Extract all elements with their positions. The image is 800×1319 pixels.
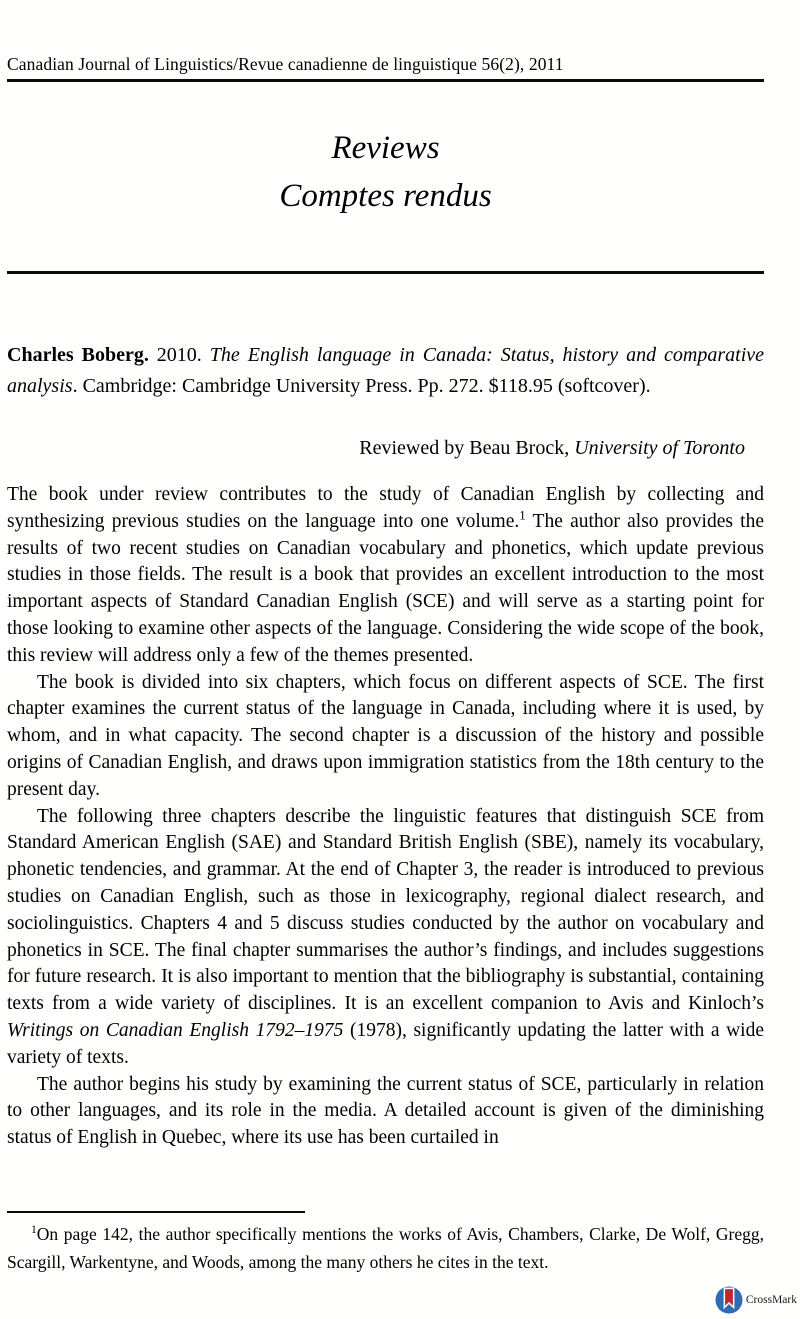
text-segment: The following three chapters describe the linguistic features that distinguish SCE from Standard American English (SAE) and Standard British English (SBE), namely its vocabulary, phonetic tendencies, and grammar. At the end of Chapter 3, the reader is introduced to previous studies on Canadian English, such as those in lexicography, regional dialect research, and sociolinguistics. Chapters 4 and 5 discuss studies conducted by the author on vocabulary and phonetics in SCE. The final chapter summarises the author’s findings, and includes suggestions for future research. It is also important to mention that the bibliography is substantial, containing texts from a wide variety of disciplines. It is an excellent companion to Avis and Kinloch’s (7, 805, 764, 1015)
text-segment: The author also provides the results of two recent studies on Canadian vocabulary and phonetics, which update previous studies in those fields. The result is a book that provides an excellent introduction to the most important aspects of Standard Canadian English (SCE) and will serve as a starting point for those looking to examine other aspects of the language. Considering the wide scope of the book, this review will address only a few of the themes presented. (7, 510, 765, 666)
text-segment: Charles Boberg. (7, 344, 149, 366)
text-segment: 2010. (148, 344, 210, 366)
text-segment: University of Toronto (574, 437, 745, 459)
text-segment: The English language in Canada: Status, history and comparative analysis (7, 344, 765, 397)
section-title-english: Reviews (331, 130, 440, 166)
crossmark-label: CrossMark (745, 1294, 797, 1306)
review-body (7, 482, 764, 1152)
text-segment: The book under review contributes to the study of Canadian English by collecting and synthesizing previous studies on the language into one volume. (7, 484, 764, 532)
body-paragraph (7, 670, 764, 804)
text-segment: . Cambridge: Cambridge University Press. Pp. 272. $118.95 (softcover). (72, 374, 651, 397)
running-head (7, 54, 764, 82)
section-title-french: Comptes rendus (279, 178, 492, 214)
footnote-body (7, 1224, 764, 1272)
body-paragraph (7, 482, 764, 670)
footnote-text (7, 1220, 764, 1276)
text-segment: Reviewed by Beau Brock, (359, 437, 575, 459)
footnote-separator (7, 1211, 305, 1213)
crossmark-icon (715, 1286, 743, 1314)
crossmark-badge[interactable] (715, 1286, 797, 1314)
footnote-marker: 1 (31, 1224, 37, 1237)
text-segment: On page 142, the author specifically mentions the works of Avis, Chambers, Clarke, De Wolf, Gregg, Scargill, Warkentyne, and Woods, among the many others he cites in the text. (7, 1224, 764, 1272)
footnote-block (7, 1211, 764, 1276)
text-segment: 1 (519, 508, 526, 523)
text-segment: The author begins his study by examining the current status of SCE, particularly in relation to other languages, and its role in the media. A detailed account is given of the diminishing status of English in Quebec, where its use has been curtailed in (7, 1073, 764, 1149)
section-title (7, 124, 764, 220)
body-paragraph (7, 804, 764, 1072)
text-segment: (1978), significantly updating the latter with a wide variety of texts. (7, 1019, 764, 1068)
reviewer-byline (7, 437, 745, 460)
text-segment: Writings on Canadian English 1792–1975 (7, 1019, 344, 1041)
running-head-text: Canadian Journal of Linguistics/Revue canadienne de linguistique 56(2), 2011 (7, 54, 564, 74)
book-citation (7, 340, 764, 401)
body-paragraph (7, 1072, 764, 1152)
divider-rule (7, 271, 764, 274)
text-segment: The book is divided into six chapters, which focus on different aspects of SCE. The first chapter examines the current status of the language in Canada, including where it is used, by whom, and in what capacity. The second chapter is a discussion of the history and possible origins of Canadian English, and draws upon immigration statistics from the 18th century to the present day. (7, 671, 764, 800)
